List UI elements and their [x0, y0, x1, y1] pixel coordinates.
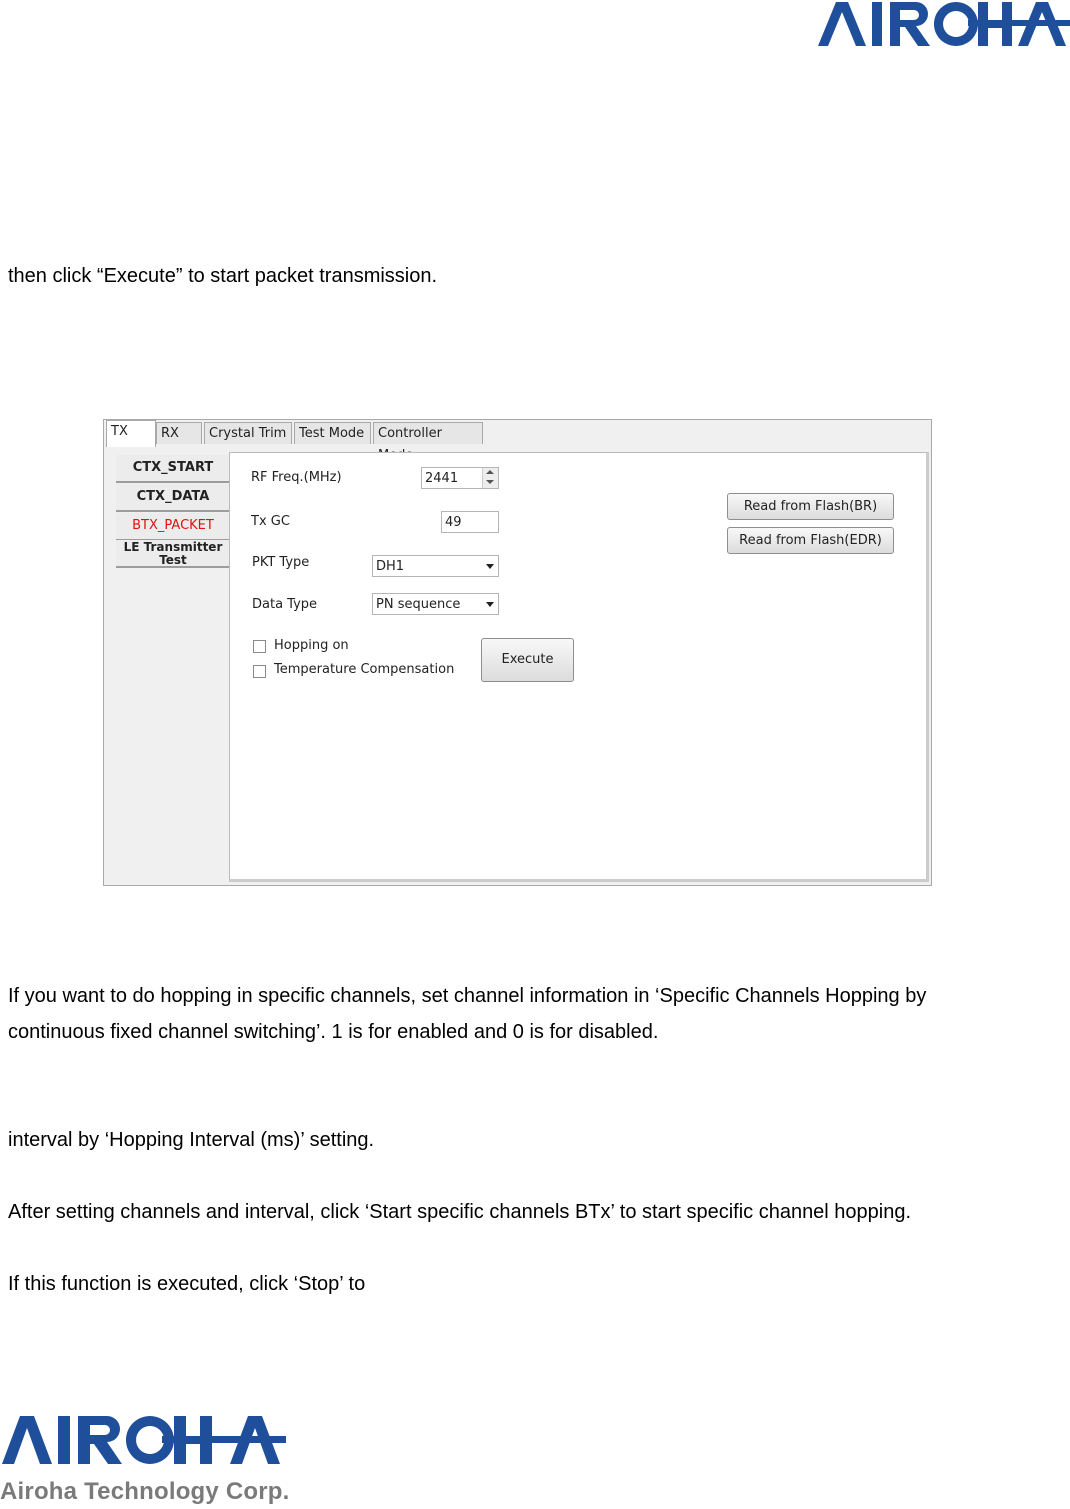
read-flash-br-button[interactable]: Read from Flash(BR) — [727, 493, 894, 520]
pkt-type-value: DH1 — [376, 559, 405, 574]
paragraph-stop: If this function is executed, click ‘Stop’ to — [8, 1273, 366, 1295]
tx-gc-input[interactable]: 49 — [441, 511, 499, 533]
tab-rx[interactable]: RX — [156, 422, 202, 444]
tab-bar — [104, 420, 931, 446]
chevron-down-icon — [486, 564, 494, 569]
rf-freq-label: RF Freq.(MHz) — [251, 470, 342, 485]
read-flash-edr-button[interactable]: Read from Flash(EDR) — [727, 527, 894, 554]
rf-freq-value: 2441 — [425, 471, 459, 486]
tx-tool-window — [103, 419, 932, 886]
hopping-label: Hopping on — [274, 638, 349, 653]
tab-controller-mode[interactable]: Controller — [373, 422, 483, 444]
tab-crystal-trim[interactable]: Crystal Trim — [204, 422, 292, 444]
airoha-logo — [818, 2, 1070, 48]
spinner-icon[interactable] — [482, 468, 498, 488]
company-name: Airoha Technology Corp. — [0, 1478, 290, 1505]
ctx-data-button[interactable]: CTX_DATA — [116, 484, 230, 512]
execute-button[interactable]: Execute — [481, 638, 574, 682]
paragraph-execute: then click “Execute” to start packet transmission. — [8, 265, 438, 287]
hopping-checkbox[interactable] — [253, 640, 266, 653]
paragraph-interval: interval by ‘Hopping Interval (ms)’ setting. — [8, 1129, 375, 1151]
paragraph-hopping-1: If you want to do hopping in specific channels, set channel information in ‘Specific Channels Hopping by — [8, 985, 927, 1007]
data-type-label: Data Type — [252, 597, 318, 612]
rf-freq-input[interactable] — [421, 467, 499, 489]
chevron-down-icon — [486, 602, 494, 607]
paragraph-hopping-2: continuous fixed channel switching’. 1 is for enabled and 0 is for disabled. — [8, 1021, 659, 1043]
tab-tx[interactable]: TX — [106, 420, 156, 447]
data-type-select[interactable] — [372, 593, 499, 615]
temp-comp-checkbox[interactable] — [253, 665, 266, 678]
btx-packet-button[interactable]: BTX_PACKET — [116, 513, 230, 541]
le-transmitter-test-button[interactable]: LE Transmitter Test — [116, 540, 230, 568]
paragraph-start-channels: After setting channels and interval, click ‘Start specific channels BTx’ to start specific channel hopping. — [8, 1201, 912, 1223]
pkt-type-label: PKT Type — [252, 555, 310, 570]
temp-comp-label: Temperature Compensation — [274, 662, 455, 677]
tx-settings-panel — [229, 452, 929, 882]
ctx-start-button[interactable]: CTX_START — [116, 455, 230, 483]
tx-gc-label: Tx GC — [251, 514, 290, 529]
data-type-value: PN sequence — [376, 597, 461, 612]
pkt-type-select[interactable] — [372, 555, 499, 577]
tab-test-mode[interactable]: Test Mode — [294, 422, 371, 444]
